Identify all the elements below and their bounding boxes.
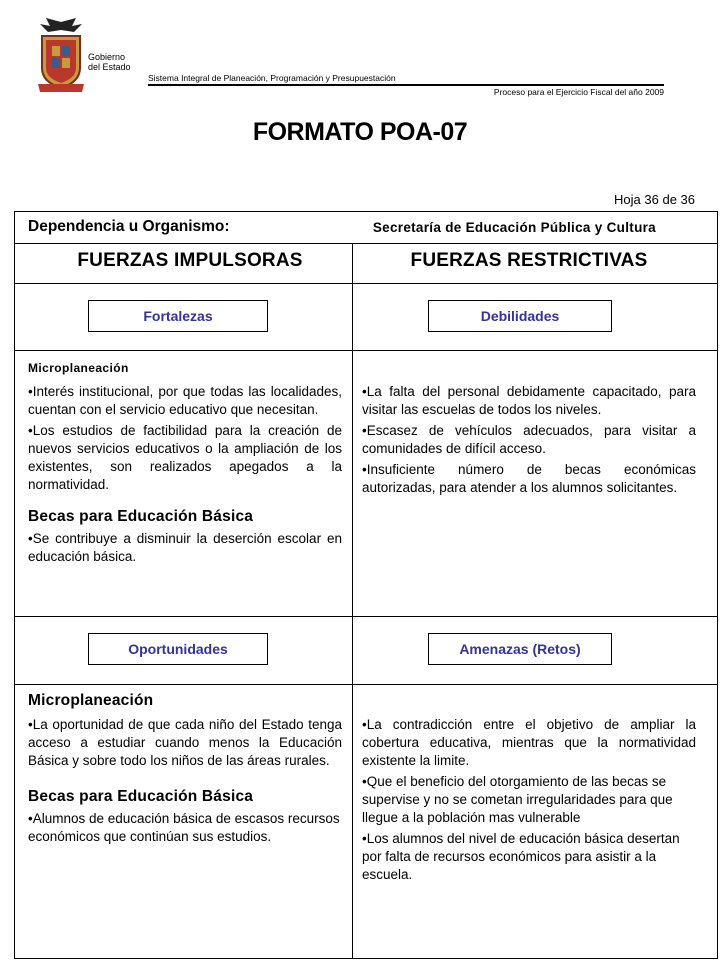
opportunity-item: •La oportunidad de que cada niño del Estado tenga acceso a estudiar cuando menos la Educación Básica y sobre todo los niños de las áreas rurales. (28, 717, 342, 768)
page-title: FORMATO POA-07 (252, 118, 468, 146)
strengths-heading-scholarships: Becas para Educación Básica (28, 508, 254, 525)
government-line-2: del Estado (88, 62, 131, 72)
strength-item: •Se contribuye a disminuir la deserción escolar en educación básica. (28, 531, 342, 564)
column-divider (352, 243, 353, 959)
weaknesses-content (362, 383, 696, 497)
weakness-item: •Insuficiente número de becas económicas autorizadas, para atender a los alumnos solicitantes. (362, 462, 696, 495)
header-rule (148, 84, 664, 86)
opportunity-item: •Alumnos de educación básica de escasos recursos económicos que continúan sus estudios. (28, 811, 340, 844)
column-heading-drivers: FUERZAS IMPULSORAS (77, 250, 303, 271)
threats-content (362, 716, 696, 884)
table-divider (14, 243, 718, 244)
state-seal-logo (36, 18, 86, 96)
weaknesses-box: Debilidades (428, 300, 612, 332)
threat-item: •Los alumnos del nivel de educación básica desertan por falta de recursos económicos para asistir a la escuela. (362, 831, 680, 882)
strengths-content (28, 359, 342, 566)
fiscal-process: Proceso para el Ejercicio Fiscal del año 2009 (493, 87, 664, 97)
strength-item: •Interés institucional, por que todas las localidades, cuentan con el servicio educativo que necesitan. (28, 384, 342, 417)
table-divider (14, 684, 718, 685)
table-divider (14, 616, 718, 617)
threats-box: Amenazas (Retos) (428, 633, 612, 665)
opportunities-heading-scholarships: Becas para Educación Básica (28, 788, 254, 805)
weakness-item: •La falta del personal debidamente capacitado, para visitar las escuelas de todos los niveles. (362, 384, 696, 417)
government-label (88, 52, 131, 72)
column-heading-restraints: FUERZAS RESTRICTIVAS (410, 250, 648, 271)
sheet-number: Hoja 36 de 36 (614, 192, 695, 207)
table-divider (14, 350, 718, 351)
dependency-value: Secretaría de Educación Pública y Cultura (372, 220, 656, 235)
opportunities-content (28, 692, 342, 846)
strengths-box: Fortalezas (88, 300, 268, 332)
system-name: Sistema Integral de Planeación, Programación y Presupuestación (148, 73, 396, 83)
government-line-1: Gobierno (88, 52, 126, 62)
table-divider (14, 283, 718, 284)
opportunities-heading-microplanning: Microplaneación (28, 692, 154, 709)
threat-item: •Que el beneficio del otorgamiento de las becas se supervise y no se cometan irregularidades para que llegue a la población mas vulnerable (362, 774, 673, 825)
threat-item: •La contradicción entre el objetivo de ampliar la cobertura educativa, mientras que la normatividad existente la limite. (362, 717, 696, 768)
weakness-item: •Escasez de vehículos adecuados, para visitar a comunidades de difícil acceso. (362, 423, 696, 456)
opportunities-box: Oportunidades (88, 633, 268, 665)
strength-item: •Los estudios de factibilidad para la creación de nuevos servicios educativos o la ampliación de los existentes, son realizados apegados a la normatividad. (28, 423, 342, 492)
dependency-label: Dependencia u Organismo: (28, 218, 230, 235)
strengths-heading-microplanning: Microplaneación (28, 361, 129, 375)
